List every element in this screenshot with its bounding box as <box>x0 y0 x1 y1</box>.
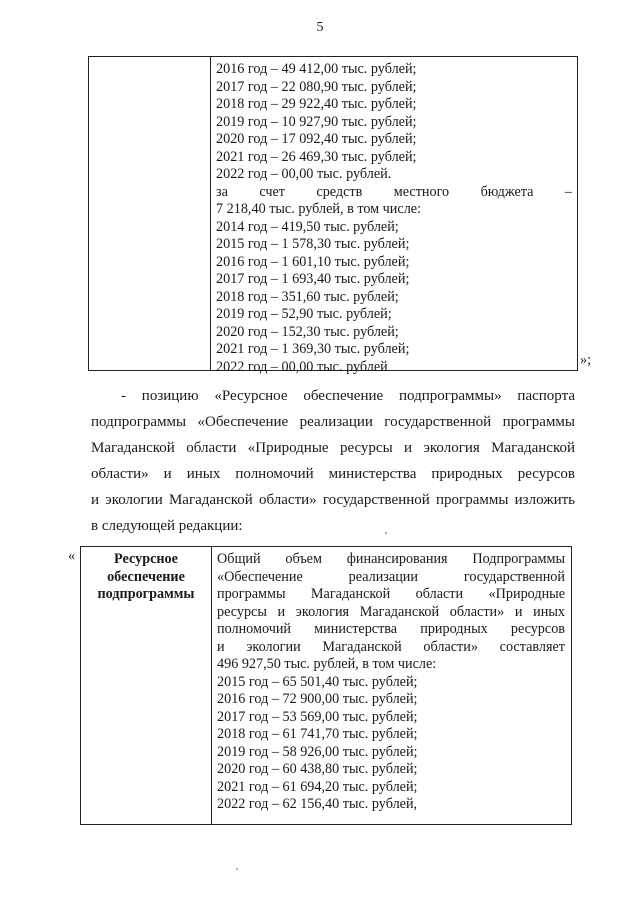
funding-line: 2018 год – 351,60 тыс. рублей; <box>216 288 399 305</box>
funding-line: 2020 год – 17 092,40 тыс. рублей; <box>216 131 417 147</box>
resource-value-cell <box>217 551 565 814</box>
resource-label-line: обеспечение <box>107 568 185 585</box>
resource-table <box>80 546 572 825</box>
funding-line: 2014 год – 419,50 тыс. рублей; <box>216 218 399 235</box>
closing-quote: »; <box>580 352 592 368</box>
funding-line: за счет средств местного бюджета – <box>216 183 572 200</box>
resource-line: 2021 год – 61 694,20 тыс. рублей; <box>217 778 418 795</box>
funding-line: 2015 год – 1 578,30 тыс. рублей; <box>216 236 410 252</box>
funding-cell-right <box>216 61 572 376</box>
page-number: 5 <box>316 20 324 35</box>
paragraph-line: области» и иных полномочий министерства природных ресурсов <box>91 466 575 482</box>
resource-line: программы Магаданской области «Природные <box>217 586 565 602</box>
resource-label-line: подпрограммы <box>97 586 195 602</box>
resource-line: и экологии Магаданской области» составляет <box>217 638 565 655</box>
paragraph-line: Магаданской области «Природные ресурсы и экология Магаданской <box>91 440 575 456</box>
funding-line: 2022 год – 00,00 тыс. рублей. <box>216 166 392 182</box>
resource-line: 2015 год – 65 501,40 тыс. рублей; <box>217 673 418 690</box>
resource-line: 2020 год – 60 438,80 тыс. рублей; <box>217 761 418 777</box>
resource-line: 2019 год – 58 926,00 тыс. рублей; <box>217 743 418 760</box>
funding-line: 2019 год – 52,90 тыс. рублей; <box>216 306 392 322</box>
funding-line: 2019 год – 10 927,90 тыс. рублей; <box>216 113 417 130</box>
funding-table-continued <box>88 56 578 375</box>
scan-speck <box>385 532 387 534</box>
resource-line: 496 927,50 тыс. рублей, в том числе: <box>217 656 437 672</box>
funding-line: 2022 год – 00,00 тыс. рублей <box>216 358 388 375</box>
opening-quote: « <box>68 548 76 564</box>
paragraph-line: в следующей редакции: <box>91 518 243 534</box>
resource-line: ресурсы и экология Магаданской области» и иных <box>217 603 565 620</box>
funding-line: 2016 год – 1 601,10 тыс. рублей; <box>216 253 410 270</box>
funding-line: 2017 год – 1 693,40 тыс. рублей; <box>216 271 410 287</box>
amendment-paragraph <box>91 383 575 539</box>
column-divider <box>211 547 212 824</box>
funding-line: 2016 год – 49 412,00 тыс. рублей; <box>216 61 417 77</box>
funding-line: 7 218,40 тыс. рублей, в том числе: <box>216 201 422 217</box>
resource-line: «Обеспечение реализации государственной <box>217 568 565 585</box>
paragraph-line: - позицию «Ресурсное обеспечение подпрограммы» паспорта <box>121 388 575 404</box>
funding-line: 2021 год – 1 369,30 тыс. рублей; <box>216 341 410 357</box>
funding-line: 2017 год – 22 080,90 тыс. рублей; <box>216 78 417 95</box>
funding-line: 2018 год – 29 922,40 тыс. рублей; <box>216 96 417 112</box>
resource-line: 2016 год – 72 900,00 тыс. рублей; <box>217 691 418 707</box>
scan-speck <box>236 868 238 870</box>
resource-line: Общий объем финансирования Подпрограммы <box>217 551 565 567</box>
resource-line: 2018 год – 61 741,70 тыс. рублей; <box>217 726 418 742</box>
paragraph-line: и экологии Магаданской области» государственной программы изложить <box>91 492 575 508</box>
resource-line: полномочий министерства природных ресурсов <box>217 621 565 637</box>
column-divider <box>210 57 211 370</box>
resource-line: 2022 год – 62 156,40 тыс. рублей, <box>217 796 418 812</box>
funding-line: 2020 год – 152,30 тыс. рублей; <box>216 323 399 340</box>
resource-line: 2017 год – 53 569,00 тыс. рублей; <box>217 708 418 725</box>
paragraph-line: подпрограммы «Обеспечение реализации государственной программы <box>91 414 575 430</box>
funding-line: 2021 год – 26 469,30 тыс. рублей; <box>216 148 417 165</box>
resource-label-line: Ресурсное <box>114 551 178 567</box>
resource-label-cell <box>81 551 211 604</box>
